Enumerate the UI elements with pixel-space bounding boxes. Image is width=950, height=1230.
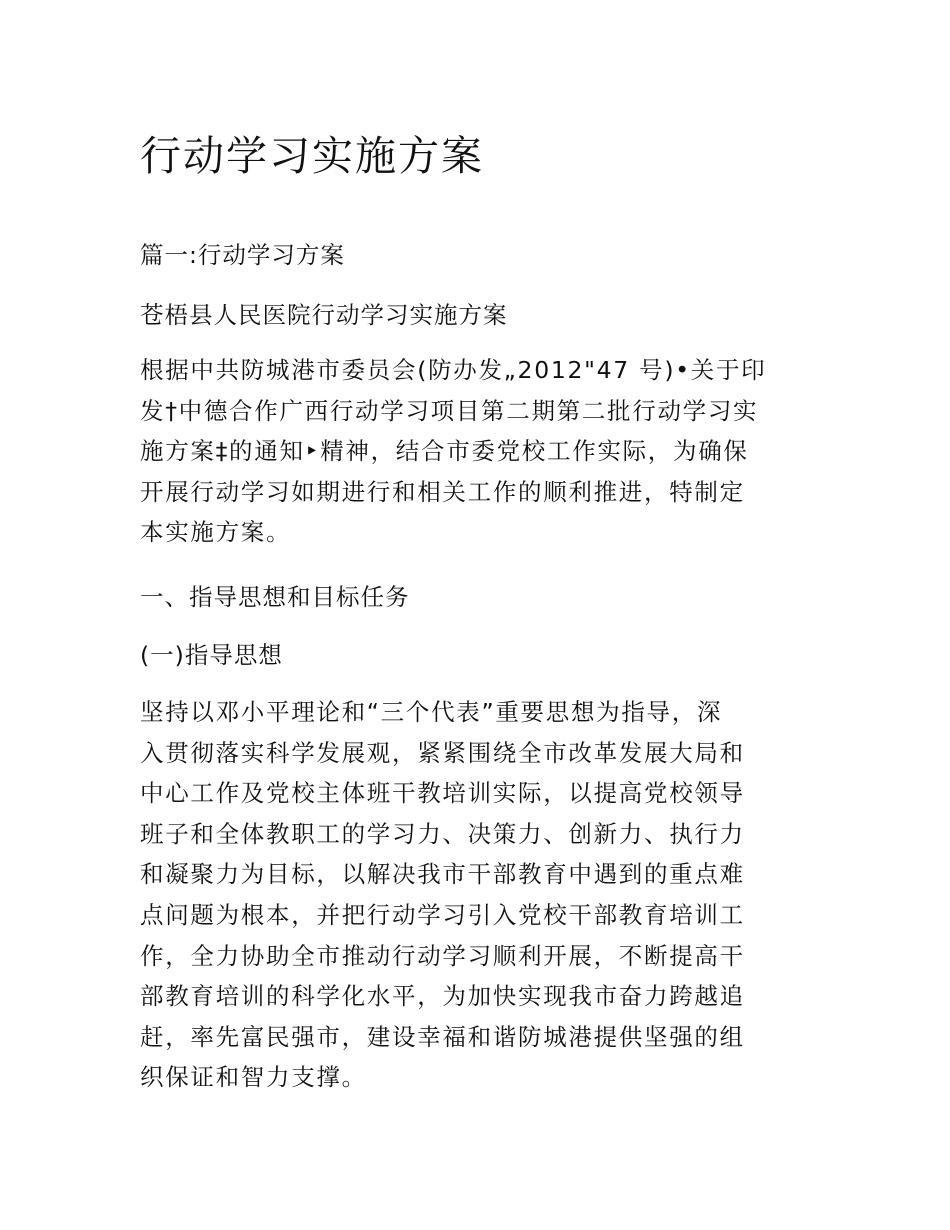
intro-line: 根据中共防城港市委员会(防办发„2012"47 号)•关于印 [140, 356, 767, 384]
body-line: 部教育培训的科学化水平，为加快实现我市奋力跨越追 [140, 982, 745, 1011]
body-line: 中心工作及党校主体班干教培训实际，以提高党校领导 [140, 779, 745, 808]
body-line: 点问题为根本，并把行动学习引入党校干部教育培训工 [140, 900, 745, 929]
section-heading: 篇一:行动学习方案 [140, 241, 345, 269]
intro-line: 开展行动学习如期进行和相关工作的顺利推进，特制定 [140, 477, 745, 506]
document-subtitle: 苍梧县人民医院行动学习实施方案 [140, 301, 508, 329]
body-line: 坚持以邓小平理论和“三个代表”重要思想为指导，深 [140, 698, 723, 726]
body-line: 织保证和智力支撑。 [140, 1063, 367, 1092]
document-title: 行动学习实施方案 [140, 132, 484, 180]
body-line: 赶，率先富民强市，建设幸福和谐防城港提供坚强的组 [140, 1022, 745, 1051]
body-line: 班子和全体教职工的学习力、决策力、创新力、执行力 [140, 819, 745, 848]
subheading-guiding-ideas: (一)指导思想 [140, 641, 283, 669]
intro-paragraph [140, 350, 810, 553]
intro-line: 本实施方案。 [140, 518, 292, 547]
body-line: 和凝聚力为目标，以解决我市干部教育中遇到的重点难 [140, 860, 745, 889]
heading-guiding-ideas-and-goals: 一、指导思想和目标任务 [140, 583, 410, 611]
body-paragraph [140, 692, 810, 1098]
intro-line: 施方案‡的通知‣精神，结合市委党校工作实际，为确保 [140, 437, 749, 466]
body-line: 入贯彻落实科学发展观，紧紧围绕全市改革发展大局和 [140, 738, 745, 767]
body-line: 作，全力协助全市推动行动学习顺利开展，不断提高干 [140, 941, 745, 970]
intro-line: 发†中德合作广西行动学习项目第二期第二批行动学习实 [140, 396, 759, 425]
